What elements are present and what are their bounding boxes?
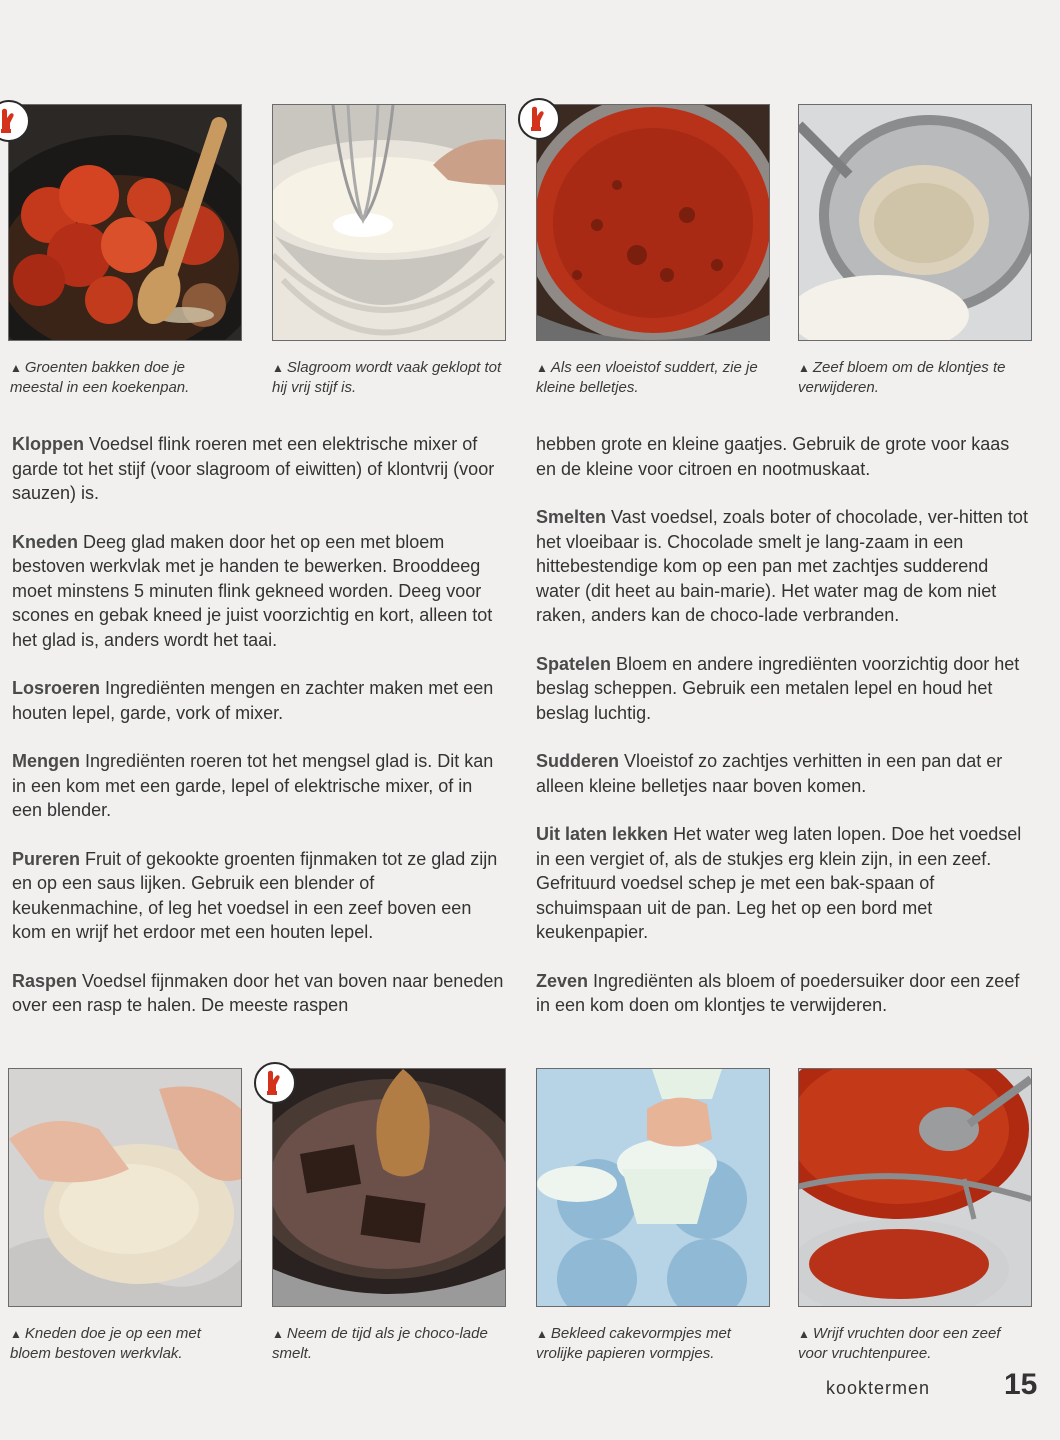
photo-cupcake-liners — [536, 1068, 770, 1307]
page-number: 15 — [1004, 1368, 1038, 1401]
caption-melting: ▲ Neem de tijd als je choco-lade smelt. — [272, 1325, 488, 1362]
oven-mitt-icon — [0, 100, 30, 142]
caption-puree: ▲ Wrijf vruchten door een zeef voor vruchtenpuree. — [798, 1325, 1001, 1362]
entry-losroeren: Losroeren Ingrediënten mengen en zachter maken met een houten lepel, garde, vork of mixer. — [12, 678, 494, 723]
photo-sieving-flour — [798, 104, 1032, 341]
caption-cupcakes: ▲ Bekleed cakevormpjes met vrolijke papieren vormpjes. — [536, 1325, 731, 1362]
entry-kneden: Kneden Deeg glad maken door het op een met bloem bestoven werkvlak met je handen te bewerken. Brooddeeg moet minstens 5 minuten flink gekneed worden. Deeg voor scones en gebak kneed je juist voorzichtig en kort, alleen tot het glad is, anders wordt het taai. — [12, 531, 493, 650]
entry-sudderen: Sudderen Vloeistof zo zachtjes verhitten in een pan dat er alleen kleine belletjes naar boven komen. — [536, 751, 1003, 796]
entry-raspen: Raspen Voedsel fijnmaken door het van boven naar beneden over een rasp te halen. De meeste raspen — [12, 970, 504, 1015]
caption-simmering: ▲ Als een vloeistof suddert, zie je kleine belletjes. — [536, 359, 758, 396]
entry-smelten: Smelten Vast voedsel, zoals boter of chocolade, ver-hitten tot het vloeibaar is. Chocolade smelt je lang-zaam in een hittebestendige kom op een pan met zachtjes sudderend water (dit heet au bain-marie). Het water mag de kom niet raken, anders kan de choco-lade verbranden. — [536, 507, 1028, 625]
photo-whisking-cream — [272, 104, 506, 341]
entry-spatelen: Spatelen Bloem en andere ingrediënten voorzichtig door het beslag scheppen. Gebruik een metalen lepel en houd het beslag luchtig. — [536, 653, 1020, 723]
entry-raspen-continued: hebben grote en kleine gaatjes. Gebruik de grote voor kaas en de kleine voor citroen en nootmuskaat. — [536, 434, 1010, 479]
photo-melting-chocolate — [272, 1068, 506, 1307]
oven-mitt-icon — [254, 1062, 296, 1104]
entry-zeven: Zeven Ingrediënten als bloem of poedersuiker door een zeef in een kom doen om klontjes te verwijderen. — [536, 970, 1020, 1015]
photo-fruit-puree-sieve — [798, 1068, 1032, 1307]
caption-kneading: ▲ Kneden doe je op een met bloem bestoven werkvlak. — [10, 1325, 201, 1362]
oven-mitt-icon — [518, 98, 560, 140]
caption-frying: ▲ Groenten bakken doe je meestal in een koekenpan. — [10, 359, 190, 396]
entry-pureren: Pureren Fruit of gekookte groenten fijnmaken tot ze glad zijn en op een saus lijken. Gebruik een blender of keukenmachine, of leg het voedsel in een zeef boven een kom en wrijf het erdoor met een houten lepel. — [12, 848, 498, 942]
photo-tomatoes-frying-pan — [8, 104, 242, 341]
right-column — [536, 432, 1030, 1042]
photo-simmering-liquid — [536, 104, 770, 341]
entry-mengen: Mengen Ingrediënten roeren tot het mengsel glad is. Dit kan in een kom met een garde, lepel of elektrische mixer, of in een blender. — [12, 751, 494, 820]
entry-uit-laten-lekken: Uit laten lekken Het water weg laten lopen. Doe het voedsel in een vergiet of, als de stukjes erg klein zijn, in een zeef. Gefrituurd voedsel schep je met een bak-spaan of schuimspaan uit de pan. Leg het op een bord met keukenpapier. — [536, 824, 1022, 942]
caption-whipping: ▲ Slagroom wordt vaak geklopt tot hij vrij stijf is. — [272, 359, 502, 396]
entry-kloppen: Kloppen Voedsel flink roeren met een elektrische mixer of garde tot het stijf (voor slagroom of eiwitten) of klontvrij (voor sauzen) is. — [12, 434, 495, 503]
left-column — [12, 432, 507, 1042]
caption-sieving: ▲ Zeef bloem om de klontjes te verwijderen. — [798, 359, 1006, 396]
photo-kneading-dough — [8, 1068, 242, 1307]
section-name: kooktermen — [826, 1378, 931, 1398]
